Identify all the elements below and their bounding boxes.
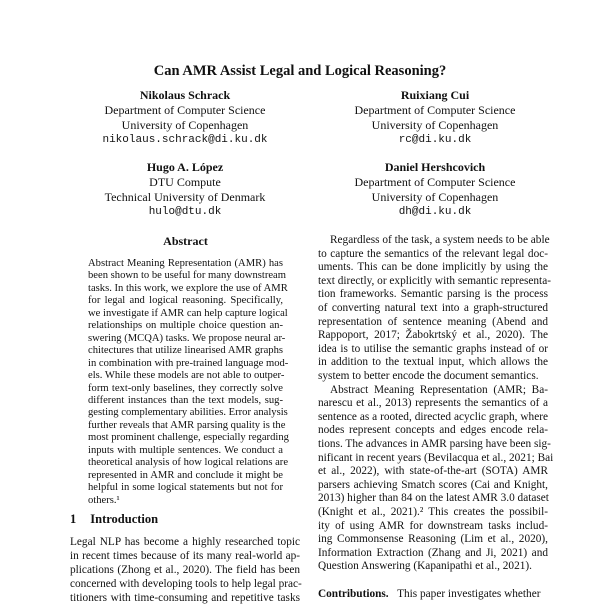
author-affiliation: DTU Compute (149, 175, 221, 189)
text-line: representation of sentence meaning (Abend and (318, 315, 548, 328)
text-line: uments. This can be done implicitly by using the (318, 261, 548, 274)
text-line: Abstract Meaning Representation (AMR; Ba- (330, 383, 548, 396)
author-affiliation: Department of Computer Science (354, 103, 516, 117)
text-line: Rappoport, 2017; Žabokrtský et al., 2020). The (318, 329, 548, 342)
text-line: tasks. In this work, we explore the use of AMR (88, 282, 288, 294)
author-block (310, 88, 560, 148)
paper-title: Can AMR Assist Legal and Logical Reasoning? (153, 63, 447, 79)
author-email[interactable]: dh@di.ku.dk (398, 206, 472, 218)
text-line: different instances than the text models, sug- (88, 394, 283, 406)
author-affiliation: Department of Computer Science (354, 175, 516, 189)
text-line: concerned with developing tools to help legal prac- (70, 578, 302, 590)
text-line: gesting complementary abilities. Error analysis (88, 407, 288, 419)
text-line: represented in AMR and conclude it might be (88, 469, 283, 481)
author-name: Hugo A. López (146, 160, 224, 174)
text-line: inputs with multiple sentences. We conduct a (88, 444, 283, 456)
contributions-text: This paper investigates whether (397, 588, 541, 600)
text-line: Question Answering (Kapanipathi et al., 2021). (318, 560, 532, 573)
text-line: in combination with pre-trained language mod- (88, 357, 289, 369)
text-line: in recent times because of its many real-world ap- (70, 550, 300, 562)
text-line: been shown to be useful for many downstream (88, 270, 286, 282)
author-institution: Technical University of Denmark (104, 190, 266, 204)
text-line: theoretical analysis of how logical relations are (88, 457, 289, 469)
author-institution: University of Copenhagen (121, 118, 249, 132)
text-line: further reveals that AMR parsing quality is the (88, 419, 286, 431)
text-line: nificant in recent years (Bevilacqua et al., 2021; Bai (318, 451, 554, 464)
text-line: Abstract Meaning Representation (AMR) has (88, 258, 283, 269)
text-line: for legal and logical reasoning. Specifically, (88, 295, 283, 307)
section-heading-introduction (70, 512, 172, 527)
author-name: Daniel Hershcovich (384, 160, 486, 174)
text-line: to capture the semantics of the relevant legal doc- (318, 247, 548, 260)
introduction-body (70, 535, 300, 605)
text-line: text directly, or explicitly with semantic representa- (318, 274, 551, 287)
text-line: 2013) higher than 84 on the latest AMR 3.0 dataset (318, 492, 549, 505)
text-line: titioners with time-consuming and repetitive tasks (70, 592, 300, 604)
text-line: tions. The advances in AMR parsing have been sig- (318, 437, 551, 450)
text-line: ity of using AMR for downstream tasks includ- (318, 519, 548, 532)
text-line: of converting natural text into a graph-structured (318, 301, 548, 314)
text-line: narescu et al., 2013) represents the semantics of a (318, 397, 548, 410)
author-institution: University of Copenhagen (371, 118, 499, 132)
section-number: 1 (70, 512, 77, 526)
abstract-body (88, 258, 289, 507)
text-line: form text-only baselines, they correctly solve (88, 382, 283, 394)
author-email[interactable]: nikolaus.schrack@di.ku.dk (102, 134, 268, 146)
text-line: we investigate if AMR can help capture logical (88, 307, 288, 319)
author-block (310, 160, 560, 220)
text-line: chitectures that utilize linearised AMR graphs (88, 345, 283, 357)
abstract-heading: Abstract (163, 234, 208, 248)
author-name: Nikolaus Schrack (139, 88, 231, 102)
author-institution: University of Copenhagen (371, 190, 499, 204)
text-line: Information Extraction (Zhang and Ji, 2021) and (318, 546, 548, 559)
author-email[interactable]: hulo@dtu.dk (148, 206, 222, 218)
text-line: ing Commonsense Reasoning (Lim et al., 2020), (318, 533, 548, 546)
text-line: plications (Zhong et al., 2020). The field has been (70, 564, 300, 576)
text-line: relationships on multiple choice question an- (88, 320, 283, 332)
text-line: others.¹ (88, 494, 120, 506)
author-block (60, 160, 310, 220)
text-line: et al., 2022), with state-of-the-art (SOTA) AMR (318, 465, 548, 478)
author-affiliation: Department of Computer Science (104, 103, 266, 117)
text-line: sentence as a rooted, directed acyclic graph, where (318, 410, 548, 423)
text-line: system to better encode the document semantics. (318, 369, 539, 382)
right-paragraph-1 (318, 234, 551, 384)
text-line: parsers achieving Smatch scores (Cai and Knight, (318, 478, 548, 491)
section-title: Introduction (90, 512, 159, 526)
text-line: most prominent challenge, especially regarding (88, 432, 289, 444)
text-line: els. While these models are not able to outper- (88, 370, 285, 382)
contributions-label: Contributions. (318, 588, 389, 600)
author-block (60, 88, 310, 148)
text-line: helpful in some logical statements but not for (88, 482, 283, 494)
text-line: (Knight et al., 2021).² This creates the possibil- (318, 505, 548, 518)
text-line: in addition to the textual input, which allows the (318, 356, 548, 369)
text-line: nodes represent concepts and edges encode rela- (318, 424, 548, 437)
text-line: swering (MCQA) tasks. We propose neural ar- (88, 332, 286, 344)
text-line: Legal NLP has become a highly researched topic (70, 536, 300, 548)
text-line: tion frameworks. Semantic parsing is the process (318, 288, 548, 301)
text-line: idea is to utilise the semantic graphs instead of or (318, 342, 548, 355)
author-name: Ruixiang Cui (400, 88, 470, 102)
author-email[interactable]: rc@di.ku.dk (398, 134, 472, 146)
right-paragraph-2 (318, 383, 554, 574)
text-line: Regardless of the task, a system needs to be able (330, 234, 550, 246)
